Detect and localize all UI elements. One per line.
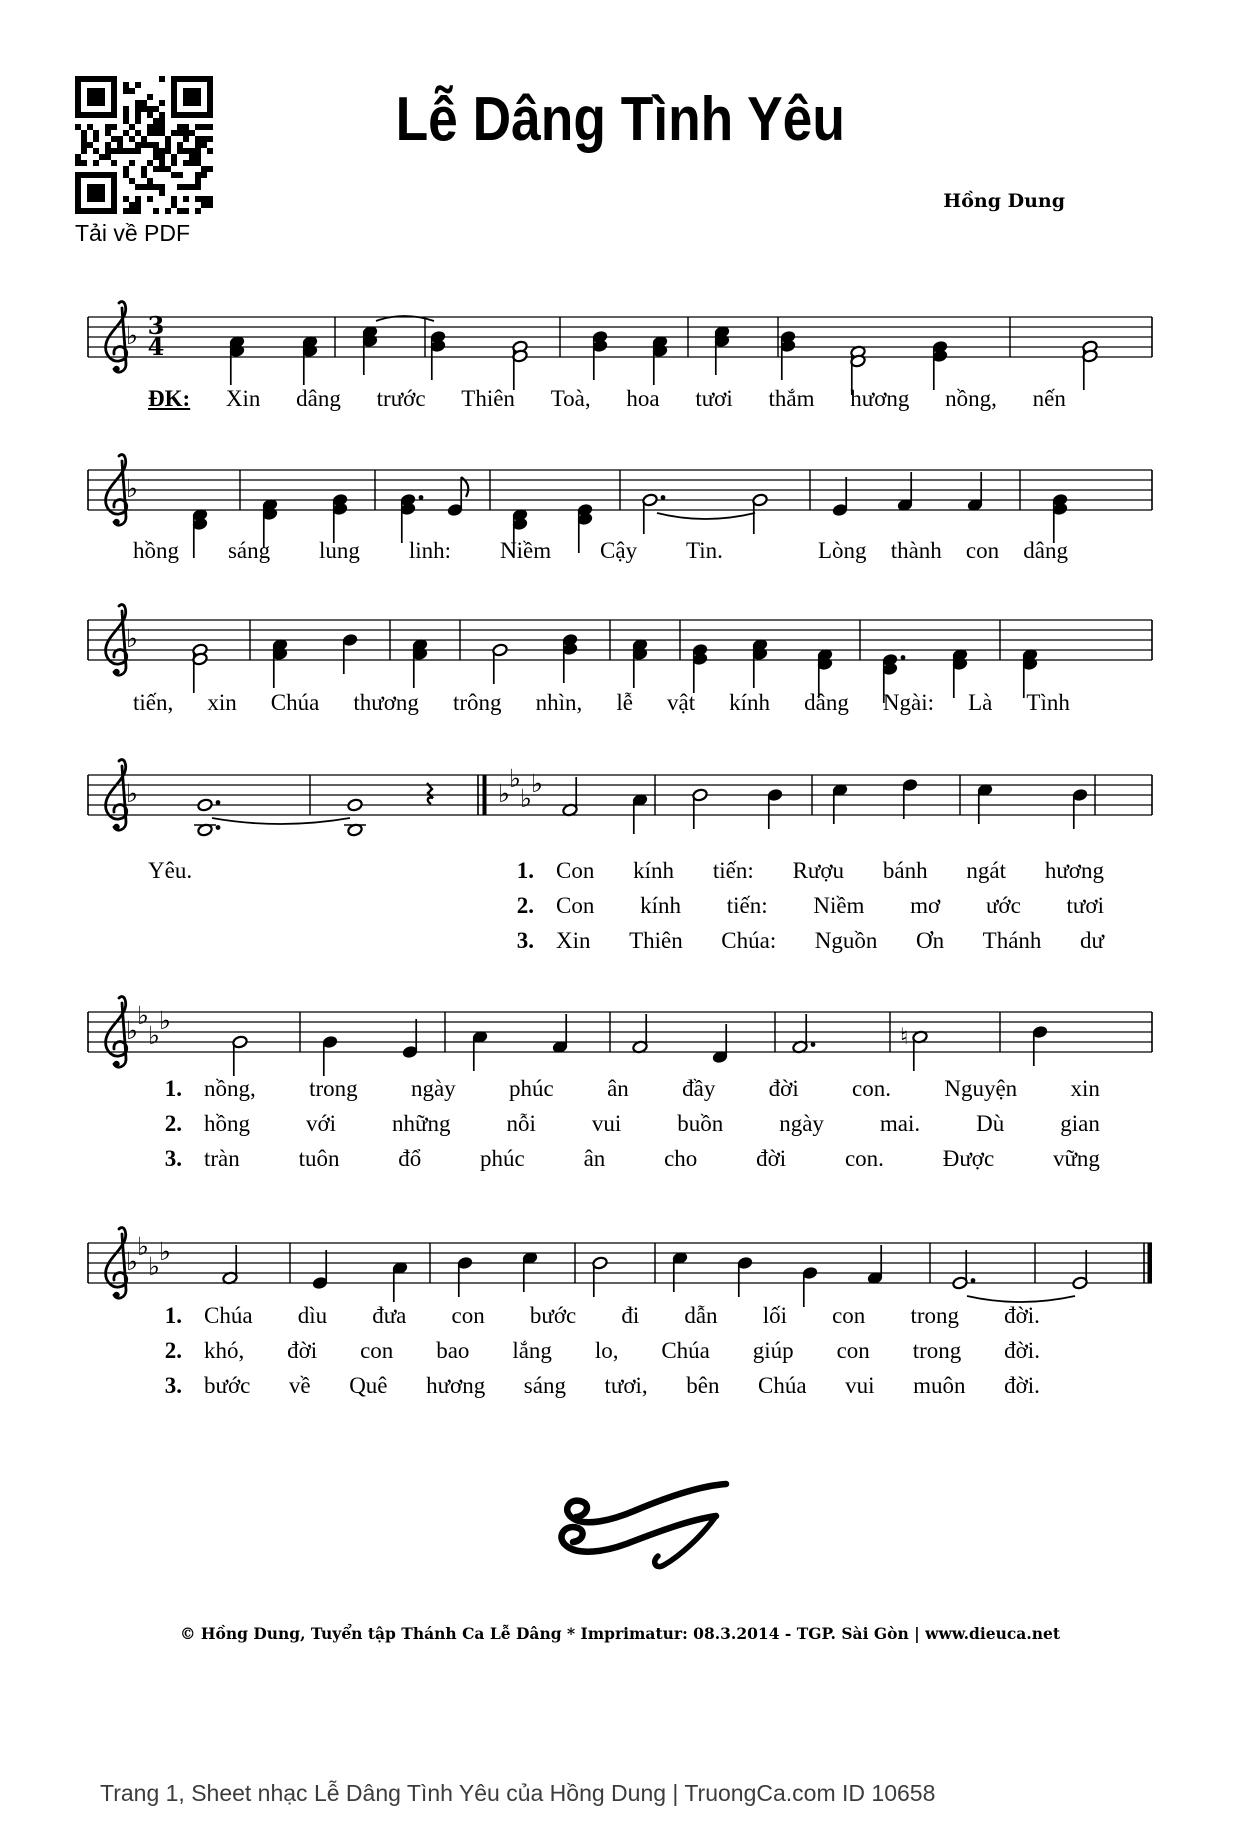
- lyric-word: Là: [968, 690, 993, 715]
- lyric-word: Chúa:: [721, 928, 777, 953]
- lyric-word: vững: [1052, 1146, 1100, 1171]
- lyric-word: Nguyện: [944, 1076, 1018, 1101]
- lyric-word: kính: [640, 893, 681, 918]
- lyric-word: tiến:: [712, 858, 754, 883]
- lyric-word: con: [965, 538, 1000, 563]
- lyric-word: phúc: [480, 1146, 525, 1171]
- lyrics-refrain-line-3: [133, 690, 1070, 716]
- lyric-word: ngày: [779, 1111, 824, 1136]
- svg-text:♭: ♭: [126, 321, 138, 350]
- lyric-word: mơ: [910, 893, 941, 918]
- download-pdf-link[interactable]: Tải về PDF: [75, 220, 191, 246]
- lyric-word: đời.: [1004, 1338, 1040, 1363]
- lyric-word: trông: [452, 690, 502, 715]
- lyric-word: con.: [852, 1076, 892, 1101]
- lyric-word: sáng: [523, 1373, 566, 1398]
- lyric-word: giúp: [752, 1338, 794, 1363]
- verse-a-line-3: [556, 928, 1104, 954]
- lyric-word: hương: [426, 1373, 486, 1398]
- lyric-word: thương: [353, 690, 419, 715]
- lyric-word: ngát: [966, 858, 1006, 883]
- verse-c-line-1: [204, 1303, 1040, 1329]
- calligraphic-flourish-icon: [548, 1478, 733, 1578]
- lyric-word: hoa: [626, 386, 660, 411]
- lyric-word: hương: [1044, 858, 1104, 883]
- lyric-word: con: [836, 1338, 870, 1363]
- copyright-line: © Hồng Dung, Tuyển tập Thánh Ca Lễ Dâng * Imprimatur: 08.3.2014 - TGP. Sài Gòn | www.dieuca.net: [179, 1624, 1061, 1643]
- lyric-word: Xin: [225, 386, 261, 411]
- lyric-word: bước: [204, 1373, 251, 1398]
- svg-text:♭: ♭: [509, 764, 521, 793]
- lyric-word: mai.: [879, 1111, 921, 1136]
- verse-a-line-2: [556, 893, 1104, 919]
- lyric-word: dâng: [1023, 538, 1068, 563]
- lyric-word: tràn: [204, 1146, 240, 1171]
- verse-c-line-2: [204, 1338, 1040, 1364]
- lyric-word: dìu: [297, 1303, 328, 1328]
- lyric-word: Dù: [976, 1111, 1005, 1136]
- lyric-word: ngày: [410, 1076, 456, 1101]
- lyric-word: Ơn: [915, 928, 945, 953]
- lyric-word: Niềm: [813, 893, 865, 918]
- lyric-word: bánh: [882, 858, 928, 883]
- svg-text:♭: ♭: [159, 1006, 171, 1035]
- lyric-word: khó,: [204, 1338, 245, 1363]
- footer-caption: Trang 1, Sheet nhạc Lễ Dâng Tình Yêu của Hồng Dung | TruongCa.com ID 10658: [100, 1780, 936, 1806]
- verse-b-line-2: [204, 1111, 1100, 1137]
- lyric-word: kính: [729, 690, 771, 715]
- lyric-word: đưa: [372, 1303, 407, 1328]
- lyric-word: Lòng: [818, 538, 867, 563]
- lyric-word: lo,: [594, 1338, 619, 1363]
- lyric-word: hồng: [204, 1111, 250, 1136]
- svg-text:♭: ♭: [159, 1237, 171, 1266]
- lyric-word: sáng: [227, 538, 271, 563]
- verse-a-line-1: [556, 858, 1104, 884]
- svg-text:♭: ♭: [137, 1232, 149, 1261]
- svg-text:♭: ♭: [126, 474, 138, 503]
- lyric-word: cho: [664, 1146, 698, 1171]
- lyric-word: Toà,: [550, 386, 591, 411]
- verse-c-line-3: [204, 1373, 1040, 1399]
- lyric-word: con: [360, 1338, 394, 1363]
- verse-a-number-2: 2.: [516, 893, 534, 918]
- lyric-word: đời: [287, 1338, 318, 1363]
- lyric-word: lễ: [616, 690, 633, 715]
- lyrics-refrain-line-2a: [133, 538, 723, 564]
- svg-text:♭: ♭: [126, 1247, 138, 1276]
- lyric-word: phúc: [509, 1076, 554, 1101]
- lyrics-refrain-line-1: [148, 386, 1066, 412]
- lyric-word: những: [392, 1111, 451, 1136]
- lyric-word: tiến:: [726, 893, 768, 918]
- lyric-word: Chúa: [270, 690, 320, 715]
- verse-c-number-2: 2.: [164, 1338, 182, 1363]
- svg-text:♭: ♭: [498, 779, 510, 808]
- lyrics-refrain-end: Yêu.: [148, 858, 193, 883]
- lyric-word: về: [288, 1373, 311, 1398]
- lyric-word: kính: [633, 858, 675, 883]
- lyric-word: hương: [850, 386, 910, 411]
- lyric-word: lung: [319, 538, 360, 563]
- lyric-word: ước: [985, 893, 1021, 918]
- lyric-word: muôn: [913, 1373, 966, 1398]
- lyric-word: lối: [762, 1303, 787, 1328]
- lyric-word: dâng: [804, 690, 849, 715]
- lyric-word: nỗi: [506, 1111, 536, 1136]
- lyric-word: Con: [556, 858, 595, 883]
- lyric-word: đời: [756, 1146, 787, 1171]
- lyric-word: Quê: [349, 1373, 388, 1398]
- lyric-word: với: [305, 1111, 337, 1136]
- lyric-word: Cậy: [600, 538, 638, 563]
- lyric-word: dư: [1080, 928, 1104, 953]
- lyric-word: Tình: [1026, 690, 1070, 715]
- lyric-word: bước: [529, 1303, 577, 1328]
- verse-b-line-1: [204, 1076, 1100, 1102]
- composer-name: Hồng Dung: [943, 190, 1065, 212]
- lyric-word: đời.: [1004, 1373, 1040, 1398]
- lyric-word: trong: [912, 1338, 962, 1363]
- lyric-word: nến: [1032, 386, 1066, 411]
- lyric-word: ân: [583, 1146, 606, 1171]
- verse-b-line-3: [204, 1146, 1100, 1172]
- lyrics-refrain-line-2b: [818, 538, 1068, 564]
- lyric-word: thành: [890, 538, 942, 563]
- lyric-word: trước: [376, 386, 426, 411]
- lyric-word: Xin: [556, 928, 591, 953]
- lyric-word: nồng,: [204, 1076, 256, 1101]
- lyric-word: dâng: [296, 386, 341, 411]
- lyric-word: thắm: [768, 386, 815, 411]
- page-title-text: Lễ Dâng Tình Yêu: [395, 85, 845, 154]
- lyric-word: Rượu: [792, 858, 845, 883]
- verse-b-number-1: 1.: [164, 1076, 182, 1101]
- lyric-word: hồng: [133, 538, 179, 563]
- lyric-word: đi: [621, 1303, 640, 1328]
- verse-c-number-1: 1.: [164, 1303, 182, 1328]
- lyric-word: buồn: [677, 1111, 724, 1136]
- svg-text:♭: ♭: [126, 1016, 138, 1045]
- lyric-word: tươi: [695, 386, 733, 411]
- lyric-word: Nguồn: [814, 928, 878, 953]
- verse-b-number-3: 3.: [164, 1146, 182, 1171]
- svg-text:♭: ♭: [531, 769, 543, 798]
- lyric-word: gian: [1060, 1111, 1100, 1136]
- refrain-label: ĐK:: [148, 386, 191, 411]
- lyric-word: xin: [207, 690, 237, 715]
- svg-text:♭: ♭: [148, 1021, 160, 1050]
- svg-text:4: 4: [147, 332, 165, 361]
- verse-a-number-1: 1.: [516, 858, 534, 883]
- lyric-word: Thiên: [461, 386, 515, 411]
- svg-text:♭: ♭: [137, 1001, 149, 1030]
- lyric-word: Tin.: [686, 538, 723, 563]
- svg-text:♭: ♭: [148, 1252, 160, 1281]
- svg-text:♭: ♭: [126, 779, 138, 808]
- staff-system-4: [80, 730, 1170, 870]
- lyric-word: tuôn: [298, 1146, 340, 1171]
- lyric-word: Con: [556, 893, 595, 918]
- lyric-word: đời.: [1004, 1303, 1040, 1328]
- lyric-word: con: [832, 1303, 866, 1328]
- lyric-word: vui: [591, 1111, 622, 1136]
- svg-text:♮: ♮: [900, 1024, 909, 1050]
- lyric-word: Thiên: [629, 928, 683, 953]
- lyric-word: con.: [844, 1146, 884, 1171]
- lyric-word: Chúa: [661, 1338, 710, 1363]
- lyric-word: Chúa: [758, 1373, 807, 1398]
- lyric-word: lắng: [512, 1338, 552, 1363]
- lyric-word: Niềm: [499, 538, 552, 563]
- lyric-word: trong: [309, 1076, 358, 1101]
- lyric-word: vui: [845, 1373, 875, 1398]
- lyric-word: Được: [942, 1146, 995, 1171]
- lyric-word: Thánh: [982, 928, 1042, 953]
- lyric-word: tươi,: [604, 1373, 648, 1398]
- lyric-word: Chúa: [204, 1303, 253, 1328]
- lyric-word: đầy: [682, 1076, 716, 1101]
- lyric-word: ân: [607, 1076, 629, 1101]
- verse-a-number-3: 3.: [516, 928, 534, 953]
- lyric-word: nhìn,: [535, 690, 583, 715]
- verse-b-number-2: 2.: [164, 1111, 182, 1136]
- verse-c-number-3: 3.: [164, 1373, 182, 1398]
- lyric-word: đời: [768, 1076, 799, 1101]
- lyric-word: đổ: [398, 1146, 422, 1171]
- lyric-word: trong: [910, 1303, 959, 1328]
- lyric-word: tươi: [1066, 893, 1104, 918]
- lyric-word: vật: [666, 690, 696, 715]
- lyric-word: dẫn: [684, 1303, 718, 1328]
- lyric-word: Ngài:: [882, 690, 934, 715]
- lyric-word: tiến,: [133, 690, 174, 715]
- lyric-word: con: [451, 1303, 485, 1328]
- svg-text:♭: ♭: [520, 784, 532, 813]
- svg-text:3: 3: [147, 311, 165, 340]
- lyric-word: linh:: [408, 538, 452, 563]
- svg-text:♭: ♭: [126, 624, 138, 653]
- lyric-word: nồng,: [945, 386, 997, 411]
- lyric-word: xin: [1070, 1076, 1100, 1101]
- page-title: [0, 84, 1240, 155]
- lyric-word: bao: [436, 1338, 470, 1363]
- lyric-word: bên: [686, 1373, 720, 1398]
